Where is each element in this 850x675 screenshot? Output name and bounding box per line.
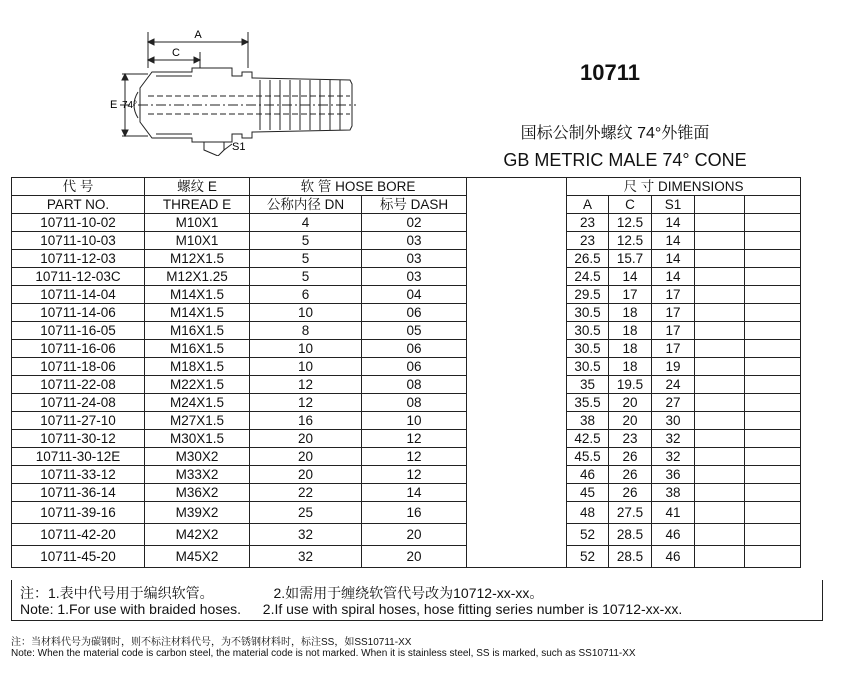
header-dn: 公称内径 DN: [250, 196, 362, 214]
cell-thread: M10X1: [145, 232, 250, 250]
model-number: 10711: [580, 60, 640, 85]
cell-thread: M45X2: [145, 546, 250, 568]
cell-part: 10711-16-06: [12, 340, 145, 358]
table-row: [12, 232, 801, 250]
cell-part: 10711-10-03: [12, 232, 145, 250]
cell-part: 10711-14-04: [12, 286, 145, 304]
cell-thread: M16X1.5: [145, 322, 250, 340]
cell-s1: 27: [652, 394, 695, 412]
cell-s1: 30: [652, 412, 695, 430]
cell-s1: 24: [652, 376, 695, 394]
cell-a: 30.5: [567, 340, 609, 358]
cell-c: 23: [609, 430, 652, 448]
header-thread-cn: 螺纹 E: [145, 178, 250, 196]
table-row: [12, 250, 801, 268]
cell-s1: 17: [652, 322, 695, 340]
cell-c: 20: [609, 394, 652, 412]
table-row: [12, 322, 801, 340]
cell-dash: 05: [362, 322, 467, 340]
cell-s1: 46: [652, 546, 695, 568]
cell-a: 35: [567, 376, 609, 394]
cell-a: 46: [567, 466, 609, 484]
cell-a: 35.5: [567, 394, 609, 412]
cell-thread: M10X1: [145, 214, 250, 232]
table-row: [12, 466, 801, 484]
cell-dash: 04: [362, 286, 467, 304]
dimension-e-label: E: [110, 99, 118, 111]
cell-s1: 19: [652, 358, 695, 376]
title-chinese: 国标公制外螺纹 74°外锥面: [520, 125, 710, 142]
cell-s1: 17: [652, 286, 695, 304]
cell-thread: M30X1.5: [145, 430, 250, 448]
cell-s1: 17: [652, 340, 695, 358]
cell-s1: 38: [652, 484, 695, 502]
table-row: [12, 502, 801, 524]
notes-box: [11, 580, 823, 621]
cell-a: 45.5: [567, 448, 609, 466]
cell-dn: 32: [250, 546, 362, 568]
cell-s1: 46: [652, 524, 695, 546]
cell-dash: 03: [362, 232, 467, 250]
cell-c: 14: [609, 268, 652, 286]
cell-thread: M27X1.5: [145, 412, 250, 430]
cell-a: 52: [567, 524, 609, 546]
cell-dash: 20: [362, 546, 467, 568]
cell-dash: 12: [362, 466, 467, 484]
cell-c: 17: [609, 286, 652, 304]
cell-dash: 06: [362, 358, 467, 376]
header-hose-bore: 软 管 HOSE BORE: [250, 178, 467, 196]
cell-dn: 10: [250, 304, 362, 322]
cell-dn: 12: [250, 376, 362, 394]
table-row: [12, 340, 801, 358]
cell-part: 10711-42-20: [12, 524, 145, 546]
cell-s1: 14: [652, 232, 695, 250]
table-row: [12, 286, 801, 304]
cell-c: 28.5: [609, 524, 652, 546]
cell-dash: 02: [362, 214, 467, 232]
title-english: GB METRIC MALE 74° CONE: [503, 150, 747, 170]
cell-s1: 17: [652, 304, 695, 322]
cell-dash: 03: [362, 268, 467, 286]
cell-dn: 20: [250, 448, 362, 466]
cell-part: 10711-33-12: [12, 466, 145, 484]
cell-dn: 8: [250, 322, 362, 340]
table-row: [12, 358, 801, 376]
cell-a: 30.5: [567, 358, 609, 376]
cell-dn: 20: [250, 466, 362, 484]
footer-note-cn: 注：当材料代号为碳钢时，则不标注材料代号，为不锈钢材料时，标注SS，如SS10711-XX: [11, 637, 412, 648]
cell-dn: 10: [250, 358, 362, 376]
footer-note-en: Note: When the material code is carbon steel, the material code is not marked. When it is stainless steel, SS is marked, such as SS10711-XX: [11, 648, 636, 659]
cell-thread: M14X1.5: [145, 304, 250, 322]
header-dash: 标号 DASH: [362, 196, 467, 214]
cell-thread: M30X2: [145, 448, 250, 466]
cell-a: 29.5: [567, 286, 609, 304]
cell-a: 26.5: [567, 250, 609, 268]
cell-thread: M24X1.5: [145, 394, 250, 412]
cell-dn: 5: [250, 268, 362, 286]
note-cn-1: 注：1.表中代号用于编织软管。: [20, 585, 214, 601]
cell-dn: 5: [250, 250, 362, 268]
cell-dash: 10: [362, 412, 467, 430]
note-cn-2: 2.如需用于缠绕软管代号改为10712-xx-xx。: [273, 585, 544, 601]
table-row: [12, 304, 801, 322]
cell-thread: M42X2: [145, 524, 250, 546]
note-en-1: Note: 1.For use with braided hoses.: [20, 601, 242, 617]
cell-dn: 4: [250, 214, 362, 232]
cell-part: 10711-12-03: [12, 250, 145, 268]
cell-thread: M12X1.5: [145, 250, 250, 268]
cell-s1: 41: [652, 502, 695, 524]
cell-c: 12.5: [609, 214, 652, 232]
cell-c: 15.7: [609, 250, 652, 268]
angle-label: 74°: [122, 100, 138, 111]
cell-dash: 03: [362, 250, 467, 268]
cell-part: 10711-16-05: [12, 322, 145, 340]
cell-part: 10711-12-03C: [12, 268, 145, 286]
cell-dn: 5: [250, 232, 362, 250]
cell-s1: 36: [652, 466, 695, 484]
cell-part: 10711-18-06: [12, 358, 145, 376]
cell-a: 24.5: [567, 268, 609, 286]
cell-s1: 32: [652, 448, 695, 466]
cell-c: 28.5: [609, 546, 652, 568]
fitting-drawing: [100, 28, 360, 156]
cell-part: 10711-14-06: [12, 304, 145, 322]
cell-c: 18: [609, 304, 652, 322]
header-s1: S1: [652, 196, 695, 214]
cell-part: 10711-10-02: [12, 214, 145, 232]
cell-c: 18: [609, 358, 652, 376]
cell-dash: 06: [362, 340, 467, 358]
cell-a: 42.5: [567, 430, 609, 448]
cell-part: 10711-30-12E: [12, 448, 145, 466]
cell-part: 10711-45-20: [12, 546, 145, 568]
cell-thread: M12X1.25: [145, 268, 250, 286]
header-a: A: [567, 196, 609, 214]
cell-dn: 12: [250, 394, 362, 412]
cell-c: 26: [609, 466, 652, 484]
cell-part: 10711-27-10: [12, 412, 145, 430]
table-row: [12, 394, 801, 412]
cell-a: 23: [567, 214, 609, 232]
cell-dn: 25: [250, 502, 362, 524]
cell-thread: M14X1.5: [145, 286, 250, 304]
cell-dn: 22: [250, 484, 362, 502]
cell-thread: M36X2: [145, 484, 250, 502]
dimension-c-label: C: [172, 47, 180, 59]
cell-dn: 6: [250, 286, 362, 304]
cell-c: 18: [609, 340, 652, 358]
cell-dash: 12: [362, 430, 467, 448]
cell-thread: M18X1.5: [145, 358, 250, 376]
table-row: [12, 268, 801, 286]
cell-s1: 14: [652, 214, 695, 232]
note-en-2: 2.If use with spiral hoses, hose fitting series number is 10712-xx-xx.: [262, 601, 683, 617]
header-part-cn: 代 号: [12, 178, 145, 196]
cell-dash: 08: [362, 376, 467, 394]
spec-table: [11, 177, 801, 568]
cell-part: 10711-24-08: [12, 394, 145, 412]
cell-thread: M33X2: [145, 466, 250, 484]
cell-dash: 12: [362, 448, 467, 466]
cell-a: 48: [567, 502, 609, 524]
cell-dn: 32: [250, 524, 362, 546]
cell-c: 26: [609, 484, 652, 502]
header-part-en: PART NO.: [12, 196, 145, 214]
cell-thread: M22X1.5: [145, 376, 250, 394]
cell-dash: 08: [362, 394, 467, 412]
cell-c: 20: [609, 412, 652, 430]
cell-c: 19.5: [609, 376, 652, 394]
table-row: [12, 412, 801, 430]
cell-a: 30.5: [567, 304, 609, 322]
header-thread-en: THREAD E: [145, 196, 250, 214]
table-row: [12, 430, 801, 448]
cell-c: 27.5: [609, 502, 652, 524]
cell-a: 23: [567, 232, 609, 250]
cell-part: 10711-30-12: [12, 430, 145, 448]
cell-s1: 14: [652, 268, 695, 286]
cell-a: 38: [567, 412, 609, 430]
cell-part: 10711-22-08: [12, 376, 145, 394]
table-row: [12, 546, 801, 568]
cell-thread: M16X1.5: [145, 340, 250, 358]
cell-c: 26: [609, 448, 652, 466]
table-row: [12, 448, 801, 466]
header-dimensions: 尺 寸 DIMENSIONS: [567, 178, 801, 196]
cell-dn: 20: [250, 430, 362, 448]
table-row: [12, 214, 801, 232]
cell-s1: 32: [652, 430, 695, 448]
cell-dn: 10: [250, 340, 362, 358]
table-row: [12, 524, 801, 546]
cell-dn: 16: [250, 412, 362, 430]
cell-c: 12.5: [609, 232, 652, 250]
cell-dash: 06: [362, 304, 467, 322]
dimension-a-label: A: [194, 29, 202, 41]
cell-dash: 20: [362, 524, 467, 546]
cell-thread: M39X2: [145, 502, 250, 524]
cell-part: 10711-36-14: [12, 484, 145, 502]
cell-a: 52: [567, 546, 609, 568]
cell-a: 45: [567, 484, 609, 502]
cell-dash: 14: [362, 484, 467, 502]
cell-s1: 14: [652, 250, 695, 268]
cell-dash: 16: [362, 502, 467, 524]
s1-label: S1: [232, 141, 246, 153]
header-c: C: [609, 196, 652, 214]
cell-part: 10711-39-16: [12, 502, 145, 524]
table-row: [12, 484, 801, 502]
table-row: [12, 376, 801, 394]
cell-c: 18: [609, 322, 652, 340]
cell-a: 30.5: [567, 322, 609, 340]
